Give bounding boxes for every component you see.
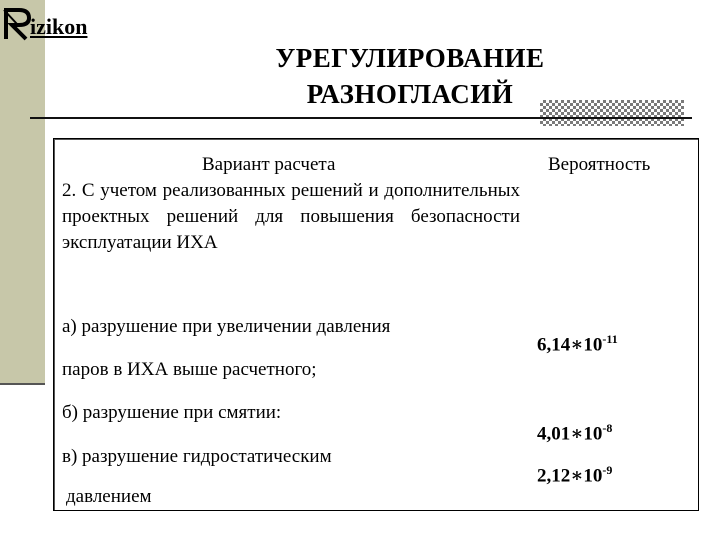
probability-c-base: 10 [583,465,603,487]
row-c-line-2: давлением [66,486,152,507]
title-rule [30,117,692,119]
sidebar-band [0,0,45,383]
probability-b-base: 10 [583,423,603,445]
row-a-line-1: а) разрушение при увеличении давления [62,316,391,337]
row-a-line-2: паров в ИХА выше расчетного; [62,359,317,380]
rizikon-logo [2,5,87,41]
variant-heading: 2. С учетом реализованных решений и дополнительных проектных решений для повышения безопасности эксплуатации ИХА [62,180,520,253]
column-header-probability: Вероятность [548,154,651,175]
probability-c-op: ∗ [570,465,584,487]
probability-a-op: ∗ [570,334,584,356]
title-line-2: РАЗНОГЛАСИЙ [306,79,514,109]
probability-c-mantissa: 2,12 [537,465,571,487]
probability-a [537,326,618,358]
probability-a-base: 10 [583,334,603,356]
probability-a-exponent: -11 [602,332,618,346]
probability-c [537,457,612,489]
probability-b-op: ∗ [570,423,584,445]
probability-a-mantissa: 6,14 [537,334,571,356]
probability-b-mantissa: 4,01 [537,423,571,445]
row-b-line-1: б) разрушение при смятии: [62,402,282,423]
row-c-line-1: в) разрушение гидростатическим [62,446,332,467]
probability-b [537,415,612,447]
sidebar-divider [0,383,45,385]
logo-text: izikon [30,14,88,39]
title-line-1: УРЕГУЛИРОВАНИЕ [275,43,545,73]
checker-decoration [540,100,684,126]
probability-c-exponent: -9 [602,463,613,477]
probability-b-exponent: -8 [602,421,613,435]
column-header-variant: Вариант расчета [202,154,336,175]
